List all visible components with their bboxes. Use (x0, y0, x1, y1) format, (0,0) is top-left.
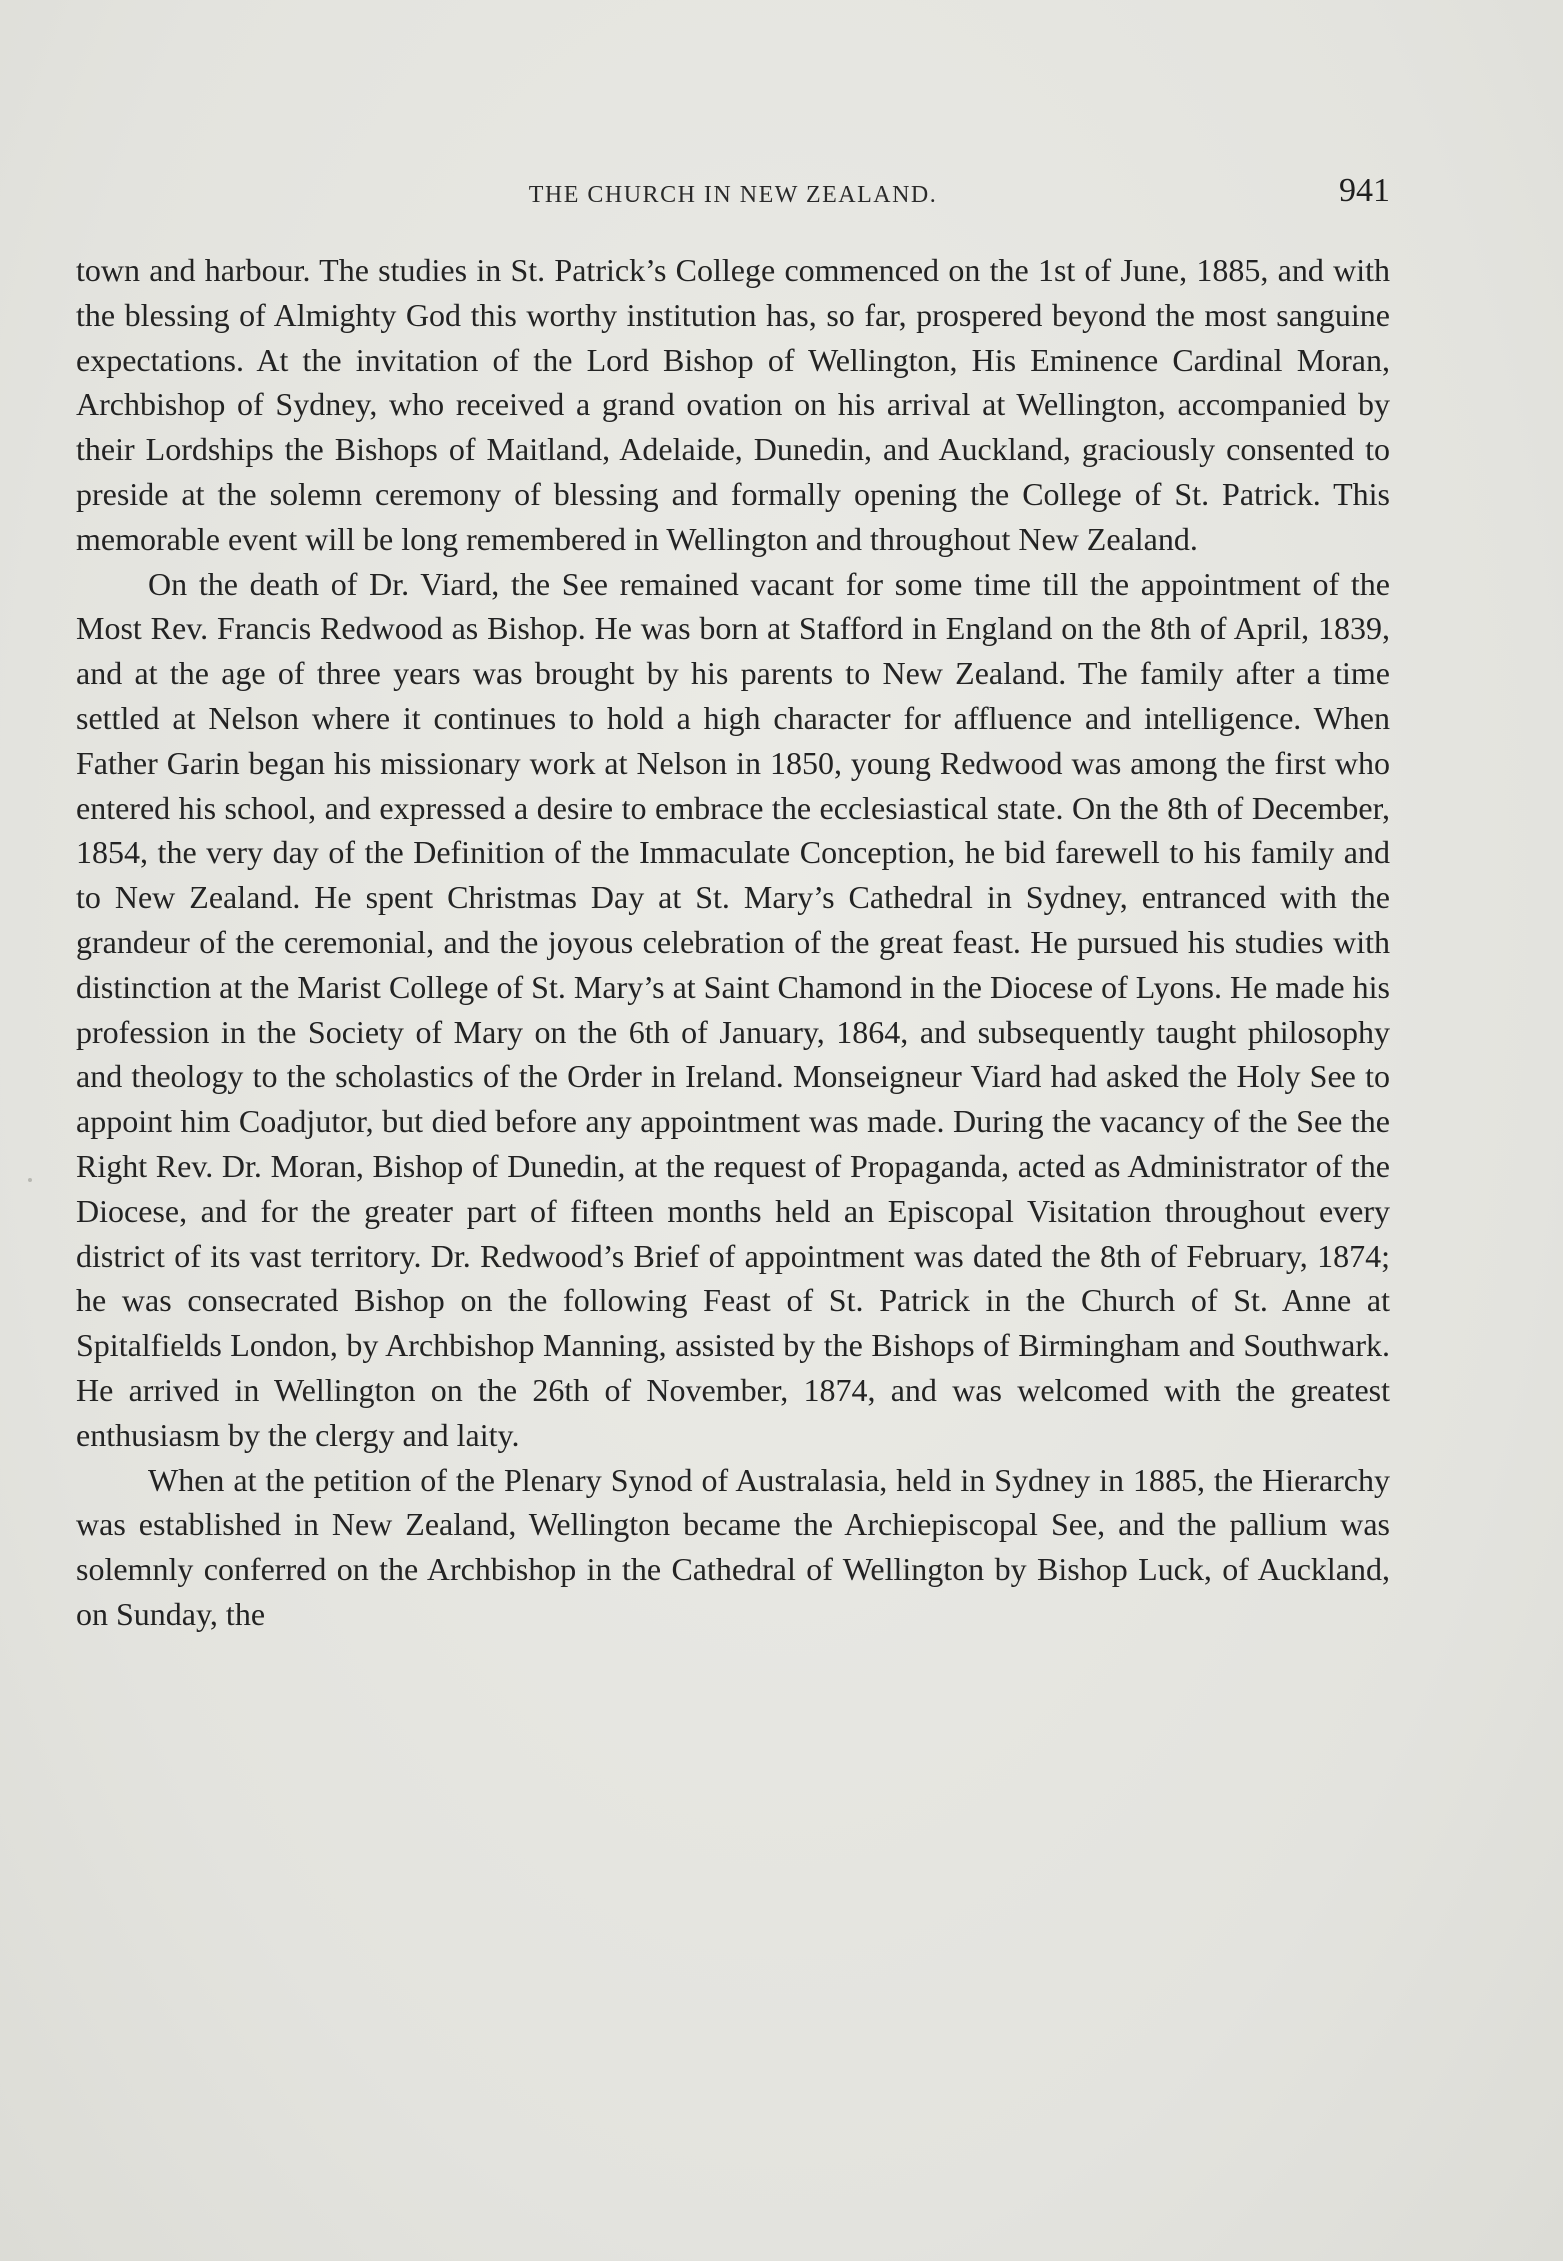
body-text (76, 248, 1390, 1637)
running-title: THE CHURCH IN NEW ZEALAND. (528, 182, 938, 208)
paragraph-hierarchy: When at the petition of the Plenary Synod of Australasia, held in Sydney in 1885, the Hierarchy was established in New Zealand, Wellington became the Archiepiscopal See, and the pallium was solemnly conferred on the Archbishop in the Cathedral of Wellington by Bishop Luck, of Auckland, on Sunday, the (76, 1461, 1390, 1632)
margin-speck (28, 1178, 32, 1182)
paragraph-continued: town and harbour. The studies in St. Patrick’s College commenced on the 1st of June, 1885, and with the blessing of Almighty God this worthy institution has, so far, prospered beyond the most sanguine expectations. At the invitation of the Lord Bishop of Wellington, His Eminence Cardinal Moran, Archbishop of Sydney, who received a grand ovation on his arrival at Wellington, accompanied by their Lordships the Bishops of Maitland, Adelaide, Dunedin, and Auckland, graciously consented to preside at the solemn ceremony of blessing and formally opening the College of St. Patrick. This memorable event will be long remembered in Wellington and throughout New Zealand. (76, 252, 1390, 557)
running-head (76, 172, 1390, 222)
paragraph-redwood-biography: On the death of Dr. Viard, the See remained vacant for some time till the appointment of the Most Rev. Francis Redwood as Bishop. He was born at Stafford in England on the 8th of April, 1839, and at the age of three years was brought by his parents to New Zealand. The family after a time settled at Nelson where it continues to hold a high character for affluence and intelligence. When Father Garin began his missionary work at Nelson in 1850, young Redwood was among the first who entered his school, and expressed a desire to embrace the ecclesiastical state. On the 8th of December, 1854, the very day of the Definition of the Immaculate Conception, he bid farewell to his family and to New Zealand. He spent Christmas Day at St. Mary’s Cathedral in Sydney, entranced with the grandeur of the ceremonial, and the joyous celebration of the great feast. He pursued his studies with distinction at the Marist College of St. Mary’s at Saint Chamond in the Diocese of Lyons. He made his profession in the Society of Mary on the 6th of January, 1864, and subsequently taught philosophy and theology to the scholastics of the Order in Ireland. Monseigneur Viard had asked the Holy See to appoint him Coadjutor, but died before any appointment was made. During the vacancy of the See the Right Rev. Dr. Moran, Bishop of Dunedin, at the request of Propaganda, acted as Administrator of the Diocese, and for the greater part of fifteen months held an Episcopal Visitation throughout every district of its vast territory. Dr. Redwood’s Brief of appointment was dated the 8th of February, 1874; he was consecrated Bishop on the following Feast of St. Patrick in the Church of St. Anne at Spitalfields London, by Archbishop Manning, assisted by the Bishops of Birmingham and Southwark. He arrived in Wellington on the 26th of November, 1874, and was welcomed with the greatest enthusiasm by the clergy and laity. (76, 565, 1390, 1453)
page-number: 941 (1339, 172, 1390, 209)
